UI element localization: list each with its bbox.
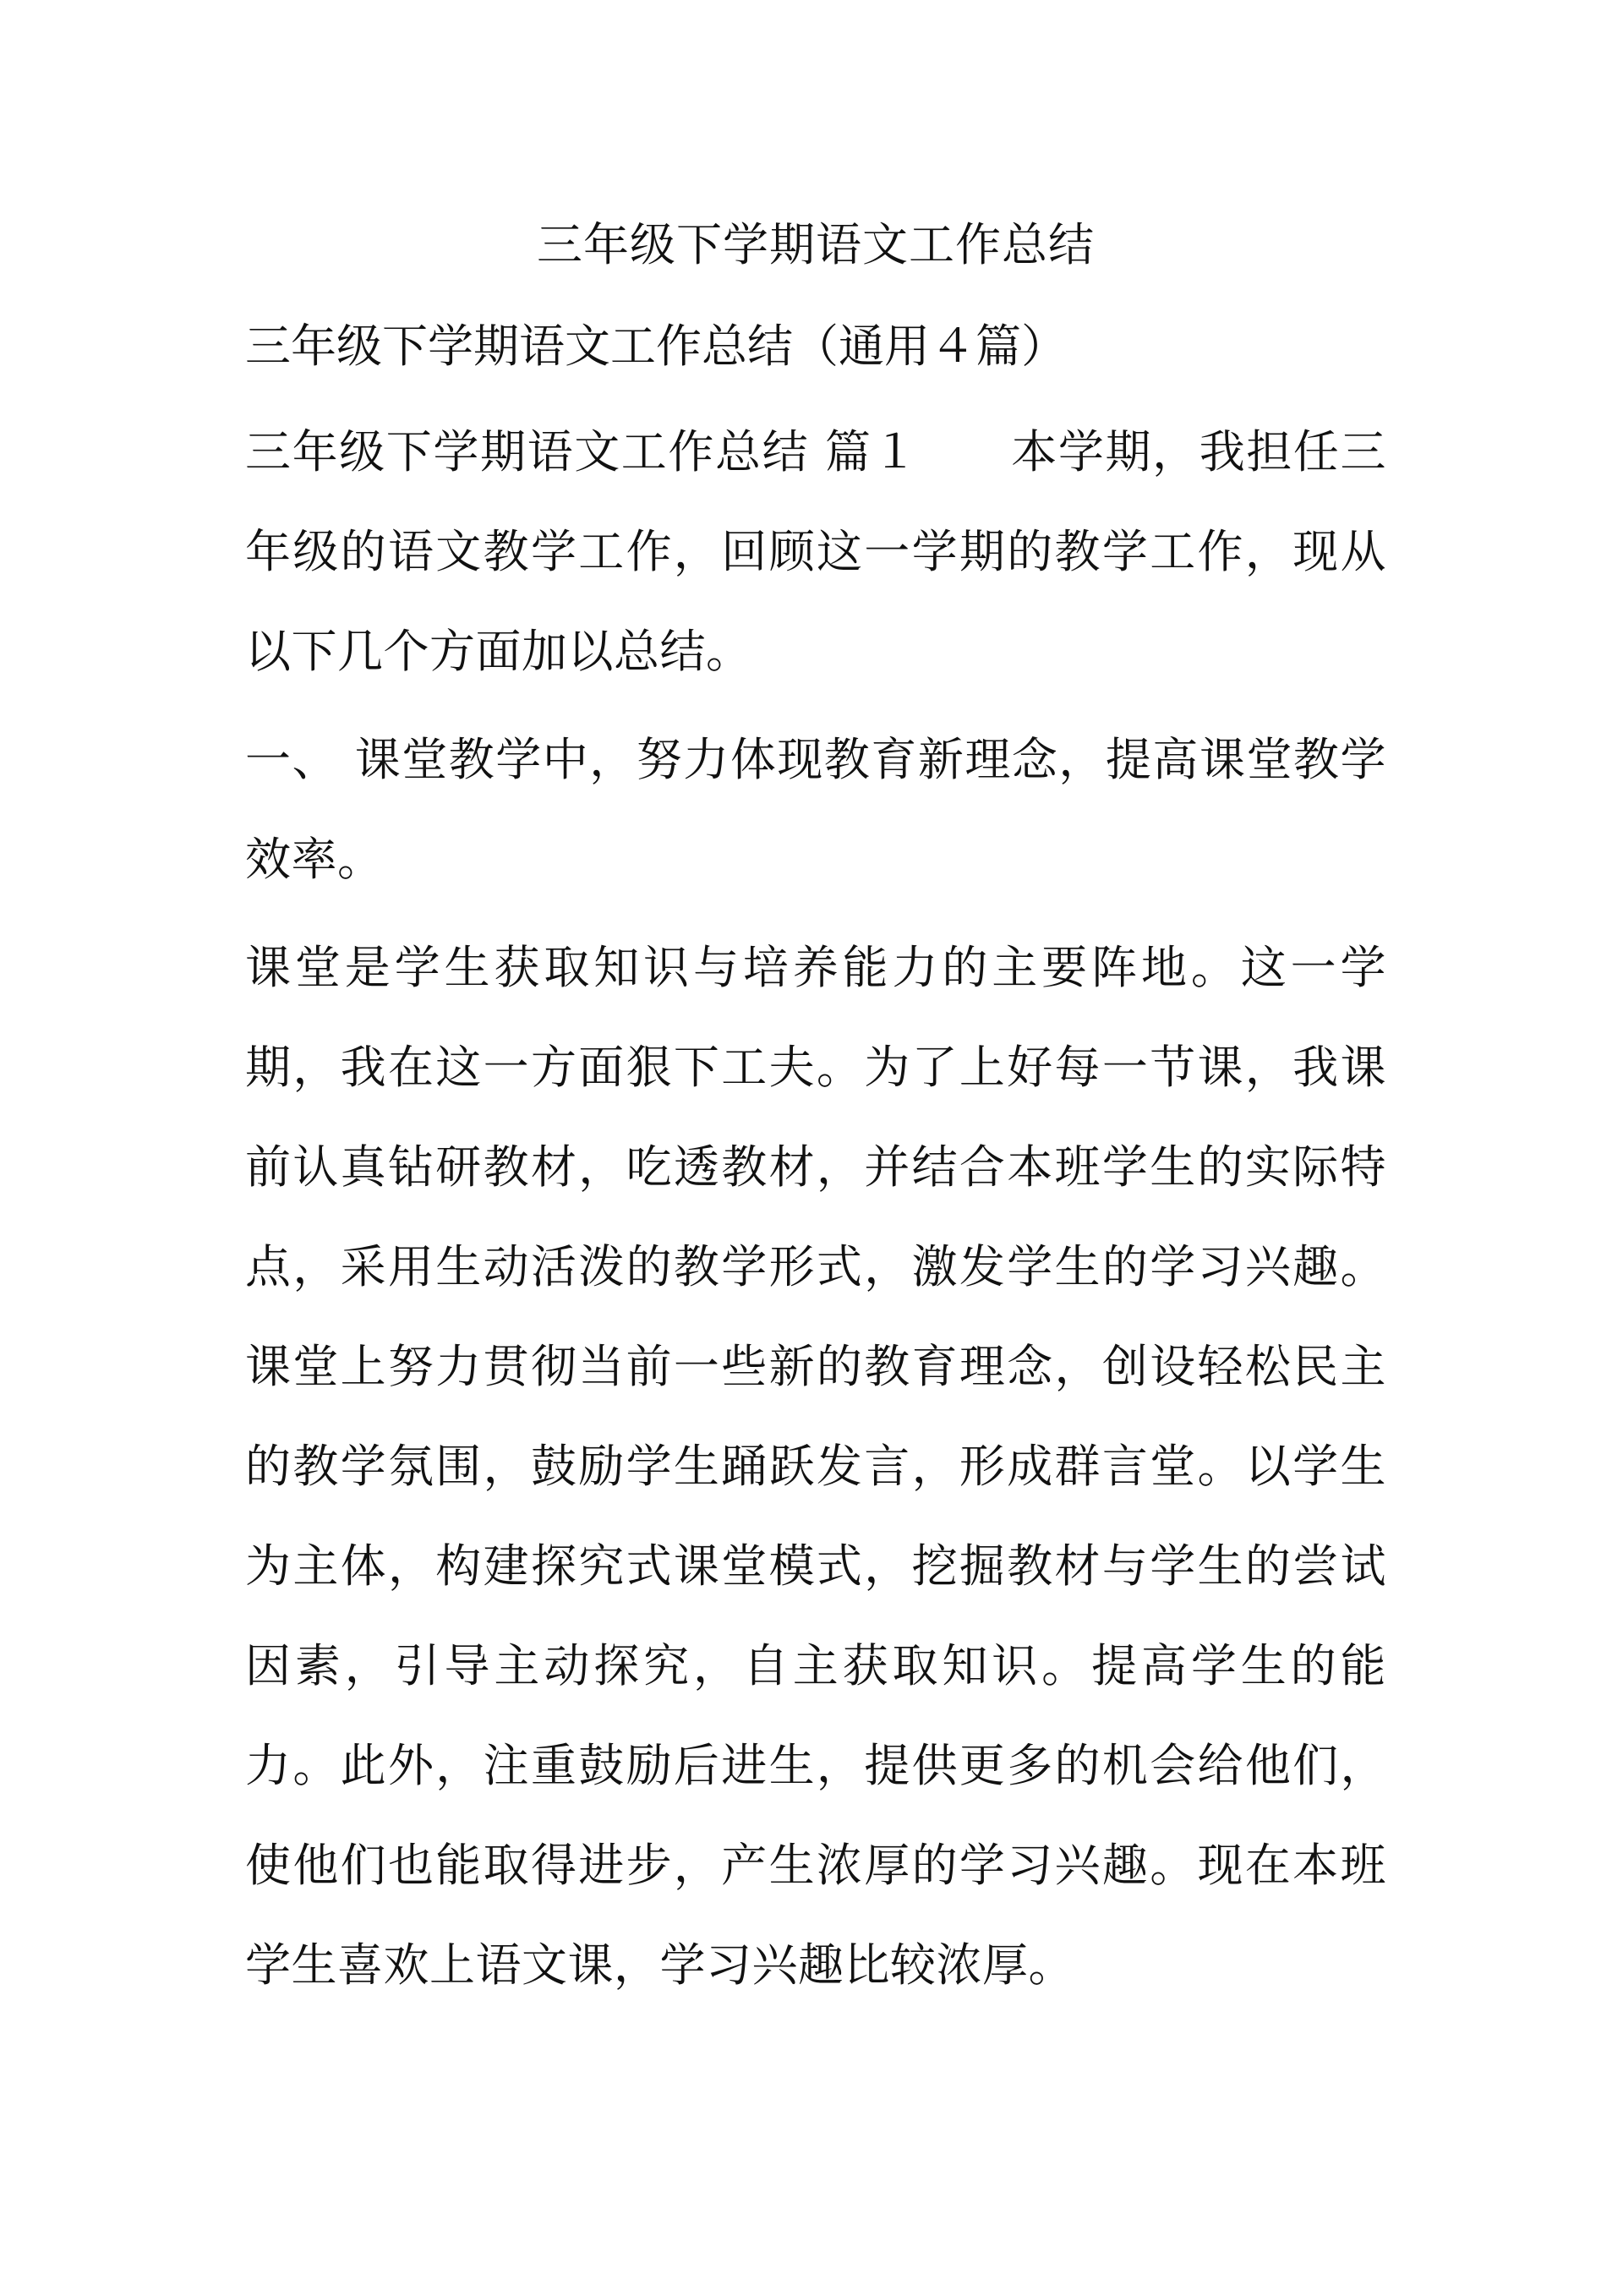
section-1-body: 课堂是学生获取知识与培养能力的主要阵地。这一学期，我在这一方面狠下工夫。为了上好每一节课，我课前认真钻研教材，吃透教材，并结合本班学生的实际特点，采用生动活泼的教学形式，激发学生的学习兴趣。课堂上努力贯彻当前一些新的教育理念，创设轻松民主的教学氛围，鼓励学生踊跃发言，形成群言堂。以学生为主体，构建探究式课堂模式，挖掘教材与学生的尝试因素，引导主动探究，自主获取知识。提高学生的能力。此外，注重鼓励后进生，提供更多的机会给他们，使他们也能取得进步，产生浓厚的学习兴趣。现在本班学生喜欢上语文课，学习兴趣比较浓厚。 (245, 941, 1386, 1992)
intro-text: 本学期，我担任三年级的语文教学工作，回顾这一学期的教学工作，现从以下几个方面加以总结。 (245, 425, 1386, 678)
intro-heading: 三年级下学期语文工作总结 篇１ (245, 425, 920, 478)
document-content (245, 216, 1386, 2024)
section-1-heading: 一、 课堂教学中，努力体现教育新理念，提高课堂教学效率。 (245, 733, 1386, 886)
document-title: 三年级下学期语文工作总结 (537, 218, 1095, 271)
document-subtitle: 三年级下学期语文工作总结（通用４篇） (245, 320, 1067, 373)
intro-paragraph (245, 402, 1386, 702)
